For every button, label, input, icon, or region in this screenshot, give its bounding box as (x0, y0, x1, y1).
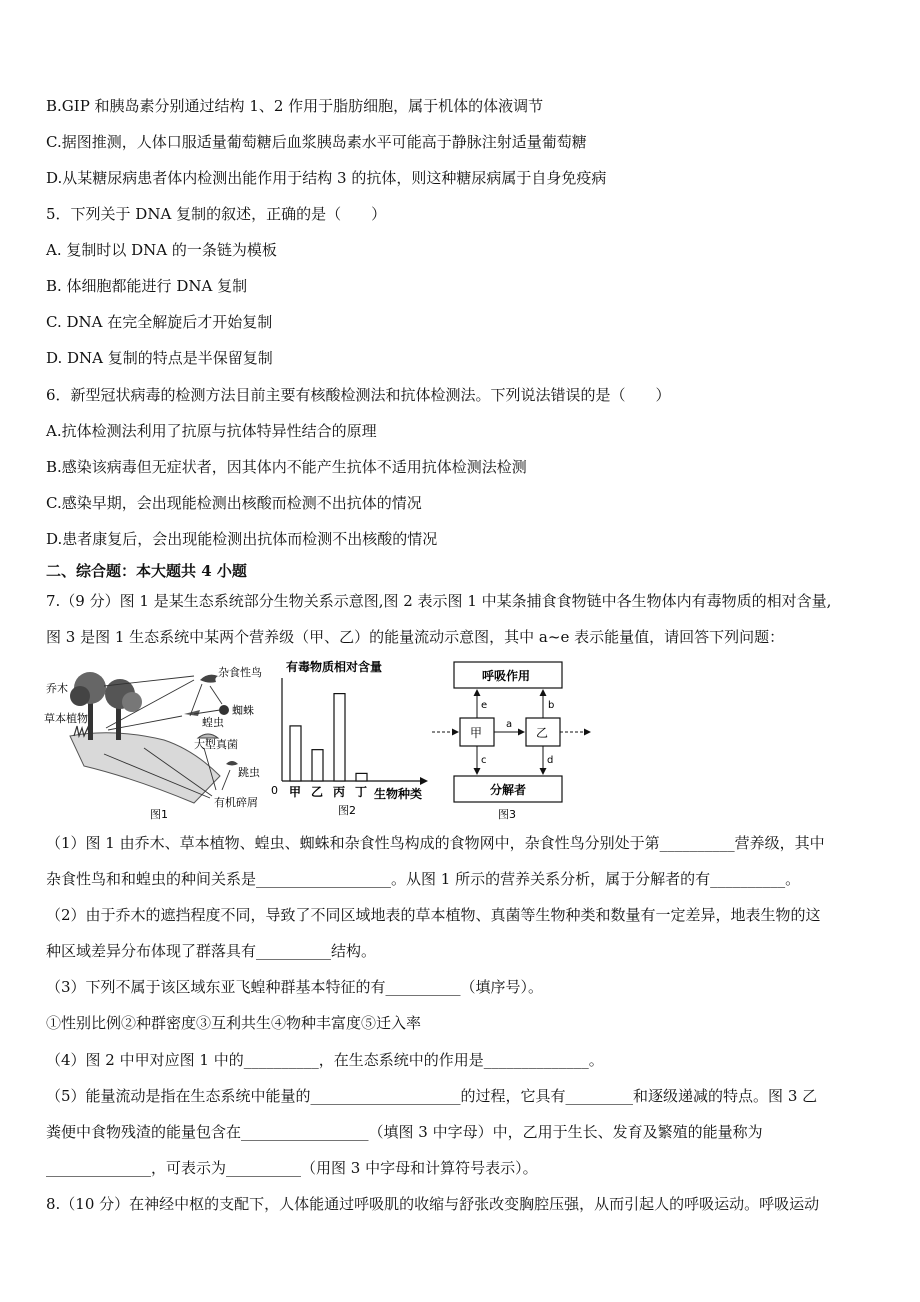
q7-part5-line2: 粪便中食物残渣的能量包含在_________________（填图 3 中字母）中，乙用于生长、发育及繁殖的能量称为 (46, 1123, 763, 1141)
x-axis-arrow-icon (420, 777, 428, 785)
fig1-label-detritus: 有机碎屑 (214, 796, 258, 809)
spider-icon (219, 705, 229, 715)
q4-option-d: D.从某糖尿病患者体内检测出能作用于结构 3 的抗体，则这种糖尿病属于自身免疫病 (46, 169, 607, 187)
figure-3-energy-flow (430, 658, 598, 822)
section-heading: 二、综合题：本大题共 4 小题 (46, 562, 247, 580)
fig1-label-grass: 草本植物 (44, 712, 88, 725)
q7-part3-line2: ①性别比例②种群密度③互利共生④物种丰富度⑤迁入率 (46, 1014, 422, 1032)
bar-2 (334, 694, 345, 781)
fig3-caption: 图3 (498, 808, 516, 821)
label-d: d (547, 755, 554, 766)
fig1-caption: 图1 (150, 808, 168, 820)
figure-1 (44, 658, 266, 820)
chart-origin: 0 (271, 784, 278, 797)
q6-option-b: B.感染该病毒但无症状者，因其体内不能产生抗体不适用抗体检测法检测 (46, 458, 527, 476)
fig1-label-bird: 杂食性鸟 (218, 666, 262, 679)
box-jia-label: 甲 (470, 726, 483, 740)
q6-option-a: A.抗体检测法利用了抗原与抗体特异性结合的原理 (46, 422, 377, 440)
box-yi-label: 乙 (536, 726, 549, 740)
fig1-label-tree: 乔木 (46, 682, 68, 695)
fig1-label-fungus: 大型真菌 (194, 738, 238, 751)
chart-xlabel: 生物种类 (374, 787, 423, 801)
bar-0 (290, 726, 301, 781)
q7-part2-line2: 种区域差异分布体现了群落具有__________结构。 (46, 942, 377, 960)
chart-title: 有毒物质相对含量 (286, 660, 383, 674)
q7-part1-line2: 杂食性鸟和和蝗虫的种间关系是__________________。从图 1 所示的营养关系分析，属于分解者的有__________。 (46, 870, 801, 888)
q5-option-d: D. DNA 复制的特点是半保留复制 (46, 349, 273, 367)
x-tick-label: 乙 (311, 785, 324, 799)
decomposer-label: 分解者 (490, 783, 527, 797)
q7-stem-line1: 7.（9 分）图 1 是某生态系统部分生物关系示意图,图 2 表示图 1 中某条捕食食物链中各生物体内有毒物质的相对含量, (46, 592, 832, 610)
label-e: e (481, 700, 488, 711)
q5-option-a: A. 复制时以 DNA 的一条链为模板 (46, 241, 277, 259)
q4-option-c: C.据图推测，人体口服适量葡萄糖后血浆胰岛素水平可能高于静脉注射适量葡萄糖 (46, 133, 587, 151)
q8-stem-line1: 8.（10 分）在神经中枢的支配下，人体能通过呼吸肌的收缩与舒张改变胸腔压强，从而引起人的呼吸运动。呼吸运动 (46, 1195, 820, 1213)
x-tick-label: 丁 (355, 785, 368, 799)
q5-option-b: B. 体细胞都能进行 DNA 复制 (46, 277, 248, 295)
x-tick-label: 丙 (333, 785, 346, 799)
q7-part5-line1: （5）能量流动是指在生态系统中能量的____________________的过程，它具有_________和逐级递减的特点。图 3 乙 (46, 1087, 818, 1105)
q7-part2-line1: （2）由于乔木的遮挡程度不同，导致了不同区域地表的草本植物、真菌等生物种类和数量有一定差异，地表生物的这 (46, 906, 821, 924)
x-tick-label: 甲 (289, 785, 302, 799)
fig2-caption: 图2 (338, 804, 356, 817)
respiration-label: 呼吸作用 (482, 669, 531, 683)
springtail-icon (226, 761, 238, 766)
q7-part4-line1: （4）图 2 中甲对应图 1 中的__________，在生态系统中的作用是______________。 (46, 1051, 604, 1069)
q5-stem: 5．下列关于 DNA 复制的叙述，正确的是（ ） (46, 205, 387, 223)
fig1-label-springtail: 跳虫 (238, 766, 260, 779)
q6-stem: 6．新型冠状病毒的检测方法目前主要有核酸检测法和抗体检测法。下列说法错误的是（ ） (46, 386, 671, 404)
bar-3 (356, 773, 367, 781)
label-c: c (481, 755, 487, 766)
label-b: b (548, 700, 555, 711)
q7-part1-line1: （1）图 1 由乔木、草本植物、蝗虫、蜘蛛和杂食性鸟构成的食物网中，杂食性鸟分别处于第__________营养级，其中 (46, 834, 825, 852)
q6-option-c: C.感染早期，会出现能检测出核酸而检测不出抗体的情况 (46, 494, 422, 512)
q7-part3-line1: （3）下列不属于该区域东亚飞蝗种群基本特征的有__________（填序号）。 (46, 978, 544, 996)
label-a: a (506, 719, 513, 730)
q7-part5-line3: ______________，可表示为__________（用图 3 中字母和计算符号表示）。 (46, 1159, 538, 1177)
q5-option-c: C. DNA 在完全解旋后才开始复制 (46, 313, 273, 331)
bird-icon (200, 675, 218, 683)
q6-option-d: D.患者康复后，会出现能检测出抗体而检测不出核酸的情况 (46, 530, 438, 548)
q4-option-b: B.GIP 和胰岛素分别通过结构 1、2 作用于脂肪细胞，属于机体的体液调节 (46, 97, 544, 115)
fig1-label-spider: 蜘蛛 (232, 704, 254, 717)
figure-2-bar-chart (268, 656, 433, 818)
fig1-label-locust: 蝗虫 (202, 716, 224, 729)
bar-1 (312, 750, 323, 781)
q7-stem-line2: 图 3 是图 1 生态系统中某两个营养级（甲、乙）的能量流动示意图，其中 a~e 表示能量值，请回答下列问题： (46, 628, 785, 646)
